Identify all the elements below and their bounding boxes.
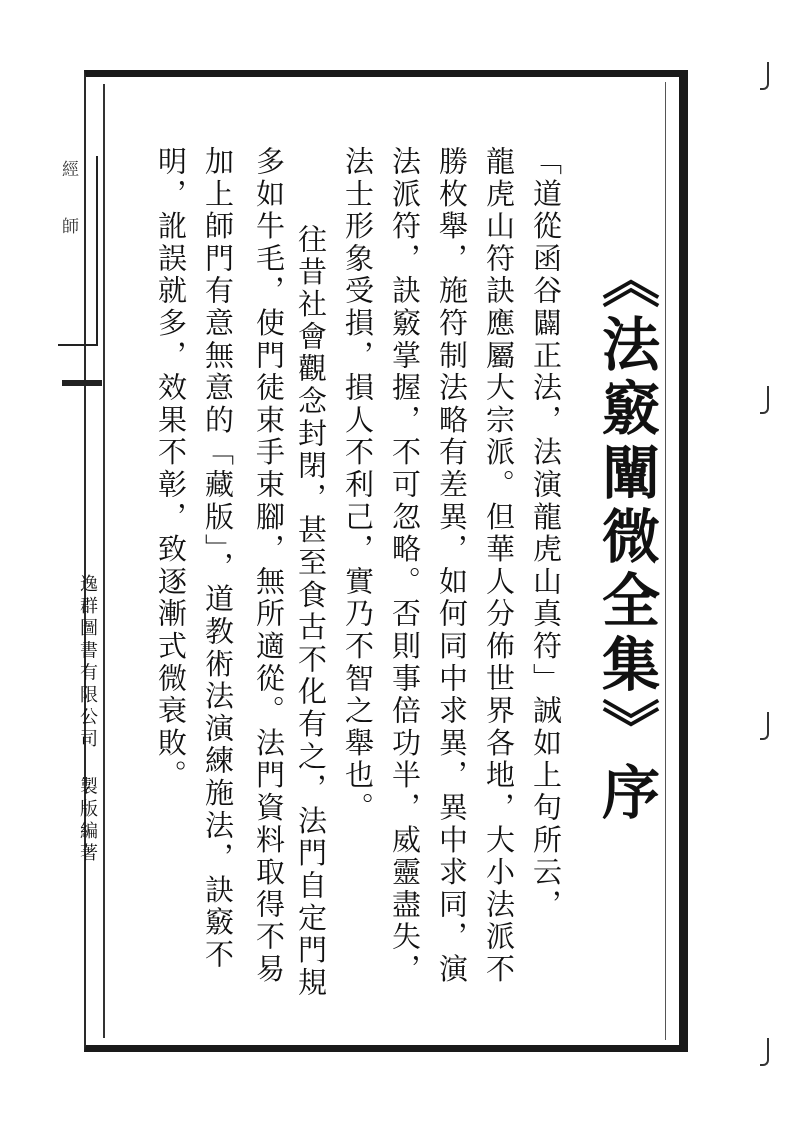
preface-title: 《法竅闡微全集》序 xyxy=(592,250,660,826)
body-column-8: 加上師門有意無意的「藏版」，道教術法演練施法，訣竅不 xyxy=(201,146,235,972)
body-column-9: 明，訛誤就多，效果不彰，致逐漸式微衰敗。 xyxy=(154,146,188,792)
inner-margin-rule xyxy=(103,84,105,1038)
body-column-2: 龍虎山符訣應屬大宗派。但華人分佈世界各地，大小法派不 xyxy=(482,146,516,986)
edge-tick xyxy=(760,712,769,740)
body-column-1: 「道從函谷闢正法，法演龍虎山真符」誠如上句所云， xyxy=(529,146,563,922)
body-column-5: 法士形象受損，損人不利己，實乃不智之舉也。 xyxy=(341,146,375,825)
body-column-3: 勝枚舉，施符制法略有差異，如何同中求異，異中求同，演 xyxy=(435,146,469,986)
edge-tick xyxy=(760,1038,769,1066)
right-margin-rule xyxy=(665,82,666,1040)
publisher-credit: 逸群圖書有限公司 製版編著 xyxy=(77,574,98,866)
edge-tick xyxy=(760,62,769,90)
body-column-4: 法派符，訣竅掌握，不可忽略。否則事倍功半，威靈盡失， xyxy=(388,146,422,986)
body-column-7: 多如牛毛，使門徒束手束腳，無所適從。法門資料取得不易 xyxy=(252,146,286,986)
spine-mark xyxy=(62,380,102,386)
spine-label: 經師 xyxy=(58,160,78,274)
body-column-6: 往昔社會觀念封閉，甚至食古不化有之，法門自定門規 xyxy=(294,224,328,1000)
edge-tick xyxy=(760,386,769,414)
